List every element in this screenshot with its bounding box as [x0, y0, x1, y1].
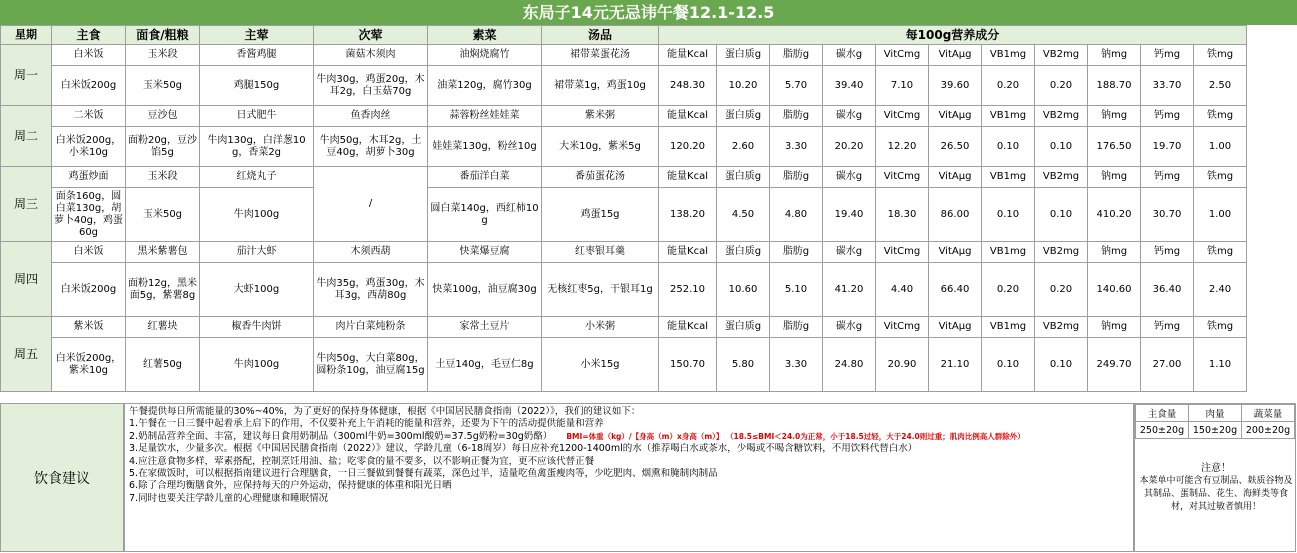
nutrient-value: 4.80	[770, 188, 823, 242]
nutrient-value: 0.10	[1035, 188, 1088, 242]
nutrient-label: 能量Kcal	[659, 242, 717, 263]
nutrient-label: 钠mg	[1088, 106, 1141, 127]
day-label: 周五	[1, 317, 52, 392]
dish-meat: 红烧丸子	[200, 167, 314, 188]
header-row	[1, 26, 1247, 45]
advice-item: 6.除了合理均衡膳食外，应保持每天的户外运动，保持健康的体重和阳光日晒	[129, 480, 452, 492]
dish-meat-detail: 牛肉130g，白洋葱10g，香菜2g	[200, 127, 314, 167]
nutrient-value: 41.20	[823, 263, 876, 317]
nutrient-value: 188.70	[1088, 66, 1141, 106]
menu-table	[0, 25, 1247, 392]
dish-soup: 紫米粥	[542, 106, 659, 127]
nutrient-value: 248.30	[659, 66, 717, 106]
nutrient-label: VitCmg	[876, 317, 929, 338]
dish-veg-detail: 土豆140g，毛豆仁8g	[428, 338, 542, 392]
header-soup: 汤品	[542, 26, 659, 45]
dish-meat: 香酱鸡腿	[200, 45, 314, 66]
dish-soup-detail: 大米10g，紫米5g	[542, 127, 659, 167]
day-dish-row	[1, 242, 1247, 263]
dish-meat-detail: 牛肉100g	[200, 338, 314, 392]
dish-veg: 蒜蓉粉丝娃娃菜	[428, 106, 542, 127]
dish-second: 肉片白菜炖粉条	[314, 317, 428, 338]
header-nutrition: 每100g营养成分	[659, 26, 1247, 45]
nutrient-value: 0.10	[1035, 338, 1088, 392]
nutrient-value: 0.10	[982, 188, 1035, 242]
header-noodle: 面食/粗粮	[126, 26, 200, 45]
dish-noodle: 玉米段	[126, 167, 200, 188]
dish-soup-detail: 无核红枣5g，干银耳1g	[542, 263, 659, 317]
allergy-note	[1139, 462, 1293, 514]
advice-text	[124, 403, 1134, 552]
quantity-table	[1135, 404, 1295, 439]
nutrient-label: 碳水g	[823, 317, 876, 338]
nutrient-value: 2.50	[1194, 66, 1247, 106]
nutrient-label: 能量Kcal	[659, 106, 717, 127]
dish-main: 紫米饭	[52, 317, 126, 338]
dish-main: 二米饭	[52, 106, 126, 127]
nutrient-value: 7.10	[876, 66, 929, 106]
bmi-note: BMI=体重（kg）/【身高（m）x身高（m）】 （18.5≤BMI＜24.0为正常，小于18.5过轻，大于24.0则过重；肌肉比例高人群除外）	[566, 431, 1025, 441]
dish-noodle: 黑米紫薯包	[126, 242, 200, 263]
dish-main-detail: 白米饭200g	[52, 66, 126, 106]
advice-item: 5.在家做饭时，可以根据指南建议进行合理膳食，一日三餐做到餐餐有蔬菜，深色过半，适量吃鱼禽蛋瘦肉等，少吃肥肉、烟熏和腌制肉制品	[129, 468, 718, 480]
nutrient-label: 铁mg	[1194, 106, 1247, 127]
header-second: 次荤	[314, 26, 428, 45]
dish-noodle-detail: 面粉12g，黑米面5g，紫薯8g	[126, 263, 200, 317]
nutrient-value: 5.70	[770, 66, 823, 106]
dish-meat-detail: 鸡腿150g	[200, 66, 314, 106]
nutrient-value: 0.20	[1035, 263, 1088, 317]
nutrient-label: 碳水g	[823, 167, 876, 188]
nutrient-value: 0.20	[982, 66, 1035, 106]
nutrient-label: VB1mg	[982, 45, 1035, 66]
sheet-title: 东局子14元无忌讳午餐12.1-12.5	[0, 0, 1297, 25]
advice-item: 1.午餐在一日三餐中起着承上启下的作用，不仅要补充上午消耗的能量和营养，还要为下午的活动提供能量和营养	[129, 418, 604, 430]
nutrient-label: 脂肪g	[770, 242, 823, 263]
dish-veg: 家常土豆片	[428, 317, 542, 338]
nutrient-label: 脂肪g	[770, 167, 823, 188]
day-dish-row	[1, 167, 1247, 188]
dish-second-detail: 牛肉50g，木耳2g，土豆40g，胡萝卜30g	[314, 127, 428, 167]
nutrient-label: 碳水g	[823, 242, 876, 263]
quantity-header: 肉量	[1189, 405, 1242, 422]
nutrient-value: 3.30	[770, 338, 823, 392]
dish-veg: 油焖烧腐竹	[428, 45, 542, 66]
nutrient-value: 19.70	[1141, 127, 1194, 167]
nutrient-label: 钙mg	[1141, 45, 1194, 66]
nutrient-label: 钙mg	[1141, 317, 1194, 338]
nutrient-label: 脂肪g	[770, 45, 823, 66]
day-detail-row	[1, 127, 1247, 167]
dish-main: 白米饭	[52, 45, 126, 66]
dish-meat: 日式肥牛	[200, 106, 314, 127]
dish-soup: 番茄蛋花汤	[542, 167, 659, 188]
nutrient-label: 能量Kcal	[659, 167, 717, 188]
nutrient-value: 2.40	[1194, 263, 1247, 317]
dish-soup: 小米粥	[542, 317, 659, 338]
advice-label: 饮食建议	[0, 403, 124, 552]
nutrient-value: 140.60	[1088, 263, 1141, 317]
nutrient-value: 0.10	[982, 338, 1035, 392]
quantity-value: 150±20g	[1189, 422, 1242, 439]
nutrient-value: 150.70	[659, 338, 717, 392]
nutrient-label: VitCmg	[876, 45, 929, 66]
nutrient-value: 176.50	[1088, 127, 1141, 167]
nutrient-value: 20.90	[876, 338, 929, 392]
nutrient-value: 66.40	[929, 263, 982, 317]
day-dish-row	[1, 45, 1247, 66]
nutrient-value: 4.40	[876, 263, 929, 317]
dish-soup-detail: 鸡蛋15g	[542, 188, 659, 242]
nutrient-value: 39.60	[929, 66, 982, 106]
day-detail-row	[1, 263, 1247, 317]
advice-item	[129, 431, 1129, 443]
day-label: 周二	[1, 106, 52, 167]
nutrient-label: 碳水g	[823, 45, 876, 66]
dish-noodle-detail: 玉米50g	[126, 66, 200, 106]
nutrient-value: 249.70	[1088, 338, 1141, 392]
nutrient-label: 能量Kcal	[659, 317, 717, 338]
dish-veg-detail: 快菜100g，油豆腐30g	[428, 263, 542, 317]
day-detail-row	[1, 338, 1247, 392]
nutrient-label: 钙mg	[1141, 167, 1194, 188]
note-title: 注意！	[1201, 463, 1231, 474]
quantity-box	[1134, 403, 1296, 552]
nutrient-value: 3.30	[770, 127, 823, 167]
nutrient-label: VitCmg	[876, 167, 929, 188]
header-meat: 主荤	[200, 26, 314, 45]
nutrient-label: 钠mg	[1088, 45, 1141, 66]
nutrient-value: 36.40	[1141, 263, 1194, 317]
nutrient-label: VB2mg	[1035, 242, 1088, 263]
nutrient-label: 蛋白质g	[717, 45, 770, 66]
nutrient-label: VB1mg	[982, 167, 1035, 188]
dish-noodle-detail: 红薯50g	[126, 338, 200, 392]
dish-main: 鸡蛋炒面	[52, 167, 126, 188]
nutrient-label: VitAμg	[929, 242, 982, 263]
dish-noodle: 豆沙包	[126, 106, 200, 127]
dish-noodle: 红薯块	[126, 317, 200, 338]
nutrient-value: 5.10	[770, 263, 823, 317]
dish-meat: 茄汁大虾	[200, 242, 314, 263]
nutrient-label: 铁mg	[1194, 167, 1247, 188]
day-label: 周三	[1, 167, 52, 242]
nutrient-value: 39.40	[823, 66, 876, 106]
nutrient-value: 10.20	[717, 66, 770, 106]
nutrient-label: VitAμg	[929, 106, 982, 127]
dish-veg: 快菜爆豆腐	[428, 242, 542, 263]
nutrient-value: 12.20	[876, 127, 929, 167]
nutrient-label: VB1mg	[982, 317, 1035, 338]
dish-main: 白米饭	[52, 242, 126, 263]
nutrient-value: 33.70	[1141, 66, 1194, 106]
advice-item: 3.足量饮水，少量多次。根据《中国居民膳食指南（2022）》建议，学龄儿童（6-18周岁）每日应补充1200-1400ml的水（推荐喝白水或茶水，少喝或不喝含糖饮料，不用饮料代替白水）	[129, 443, 918, 455]
dish-soup: 裙带菜蛋花汤	[542, 45, 659, 66]
nutrient-label: 脂肪g	[770, 317, 823, 338]
dish-main-detail: 白米饭200g	[52, 263, 126, 317]
dish-veg-detail: 娃娃菜130g，粉丝10g	[428, 127, 542, 167]
day-dish-row	[1, 317, 1247, 338]
nutrient-value: 2.60	[717, 127, 770, 167]
nutrient-label: 碳水g	[823, 106, 876, 127]
nutrient-label: VitCmg	[876, 242, 929, 263]
nutrient-label: VitAμg	[929, 167, 982, 188]
nutrient-label: VitCmg	[876, 106, 929, 127]
nutrient-label: 钠mg	[1088, 317, 1141, 338]
dish-second: 鱼香肉丝	[314, 106, 428, 127]
dish-noodle: 玉米段	[126, 45, 200, 66]
nutrient-value: 86.00	[929, 188, 982, 242]
note-text: 本菜单中可能含有豆制品、麸质谷物及其制品、蛋制品、花生、海鲜类等食材，对其过敏者慎用！	[1139, 476, 1293, 512]
header-main: 主食	[52, 26, 126, 45]
nutrient-value: 1.00	[1194, 127, 1247, 167]
dish-main-detail: 白米饭200g，紫米10g	[52, 338, 126, 392]
dish-second-detail: 牛肉35g，鸡蛋30g，木耳3g，西葫80g	[314, 263, 428, 317]
nutrient-value: 120.20	[659, 127, 717, 167]
nutrient-value: 27.00	[1141, 338, 1194, 392]
dish-meat-detail: 牛肉100g	[200, 188, 314, 242]
dish-meat: 椒香牛肉饼	[200, 317, 314, 338]
dish-second-detail: 牛肉30g，鸡蛋20g，木耳2g，白玉菇70g	[314, 66, 428, 106]
nutrient-value: 1.00	[1194, 188, 1247, 242]
nutrient-label: VB2mg	[1035, 106, 1088, 127]
nutrient-value: 0.10	[982, 127, 1035, 167]
nutrient-label: 能量Kcal	[659, 45, 717, 66]
dish-soup: 红枣银耳羹	[542, 242, 659, 263]
dish-noodle-detail: 面粉20g，豆沙馅5g	[126, 127, 200, 167]
nutrient-label: VB2mg	[1035, 45, 1088, 66]
header-veg: 素菜	[428, 26, 542, 45]
nutrient-label: 脂肪g	[770, 106, 823, 127]
dish-soup-detail: 小米15g	[542, 338, 659, 392]
nutrient-value: 24.80	[823, 338, 876, 392]
nutrient-label: 蛋白质g	[717, 317, 770, 338]
dish-veg: 番茄洋白菜	[428, 167, 542, 188]
dish-veg-detail: 圆白菜140g，西红柿10g	[428, 188, 542, 242]
nutrient-value: 26.50	[929, 127, 982, 167]
nutrient-value: 18.30	[876, 188, 929, 242]
nutrient-value: 0.20	[982, 263, 1035, 317]
advice-item-text: 2.奶制品营养全面、丰富，建议每日食用奶制品（300ml牛奶=300ml酸奶=37.5g奶粉=30g奶酪）	[129, 430, 553, 442]
nutrient-value: 10.60	[717, 263, 770, 317]
header-day: 星期	[1, 26, 52, 45]
quantity-value: 200±20g	[1242, 422, 1295, 439]
dish-second: 木须西葫	[314, 242, 428, 263]
nutrient-label: 钙mg	[1141, 242, 1194, 263]
nutrient-value: 20.20	[823, 127, 876, 167]
day-detail-row	[1, 188, 1247, 242]
advice-item: 7.同时也要关注学龄儿童的心理健康和睡眠情况	[129, 492, 329, 504]
nutrient-label: 钙mg	[1141, 106, 1194, 127]
nutrient-label: 铁mg	[1194, 242, 1247, 263]
day-dish-row	[1, 106, 1247, 127]
day-label: 周一	[1, 45, 52, 106]
nutrient-value: 138.20	[659, 188, 717, 242]
nutrient-label: 蛋白质g	[717, 167, 770, 188]
nutrient-label: VitAμg	[929, 317, 982, 338]
quantity-header: 主食量	[1136, 405, 1189, 422]
advice-section	[0, 403, 1297, 553]
dish-second: /	[314, 167, 428, 242]
dish-meat-detail: 大虾100g	[200, 263, 314, 317]
nutrient-label: 铁mg	[1194, 317, 1247, 338]
nutrient-label: 蛋白质g	[717, 242, 770, 263]
day-detail-row	[1, 66, 1247, 106]
nutrient-value: 4.50	[717, 188, 770, 242]
dish-second: 菌菇木须肉	[314, 45, 428, 66]
advice-item: 4.应注意食物多样，荤素搭配，控制烹饪用油、盐；吃零食的量不要多，以不影响正餐为宜，更不应该代替正餐	[129, 455, 595, 467]
day-label: 周四	[1, 242, 52, 317]
nutrient-label: 钠mg	[1088, 167, 1141, 188]
quantity-header: 蔬菜量	[1242, 405, 1295, 422]
nutrient-label: VB2mg	[1035, 167, 1088, 188]
nutrient-value: 19.40	[823, 188, 876, 242]
nutrient-label: 钠mg	[1088, 242, 1141, 263]
dish-main-detail: 面条160g，圆白菜130g，胡萝卜40g，鸡蛋60g	[52, 188, 126, 242]
nutrient-label: VitAμg	[929, 45, 982, 66]
nutrient-value: 21.10	[929, 338, 982, 392]
dish-soup-detail: 裙带菜1g，鸡蛋10g	[542, 66, 659, 106]
dish-veg-detail: 油菜120g，腐竹30g	[428, 66, 542, 106]
dish-noodle-detail: 玉米50g	[126, 188, 200, 242]
dish-second-detail: 牛肉50g，大白菜80g，圆粉条10g，油豆腐15g	[314, 338, 428, 392]
nutrient-value: 0.20	[1035, 66, 1088, 106]
nutrient-value: 0.10	[1035, 127, 1088, 167]
nutrient-value: 252.10	[659, 263, 717, 317]
nutrient-value: 410.20	[1088, 188, 1141, 242]
nutrient-value: 30.70	[1141, 188, 1194, 242]
nutrient-label: VB1mg	[982, 242, 1035, 263]
dish-main-detail: 白米饭200g，小米10g	[52, 127, 126, 167]
nutrient-label: 铁mg	[1194, 45, 1247, 66]
quantity-value: 250±20g	[1136, 422, 1189, 439]
nutrient-label: VB2mg	[1035, 317, 1088, 338]
nutrient-label: 蛋白质g	[717, 106, 770, 127]
nutrient-label: VB1mg	[982, 106, 1035, 127]
advice-intro: 午餐提供每日所需能量的30%~40%，为了更好的保持身体健康，根据《中国居民膳食指南（2022）》，我们的建议如下：	[129, 406, 641, 417]
nutrient-value: 1.10	[1194, 338, 1247, 392]
nutrient-value: 5.80	[717, 338, 770, 392]
